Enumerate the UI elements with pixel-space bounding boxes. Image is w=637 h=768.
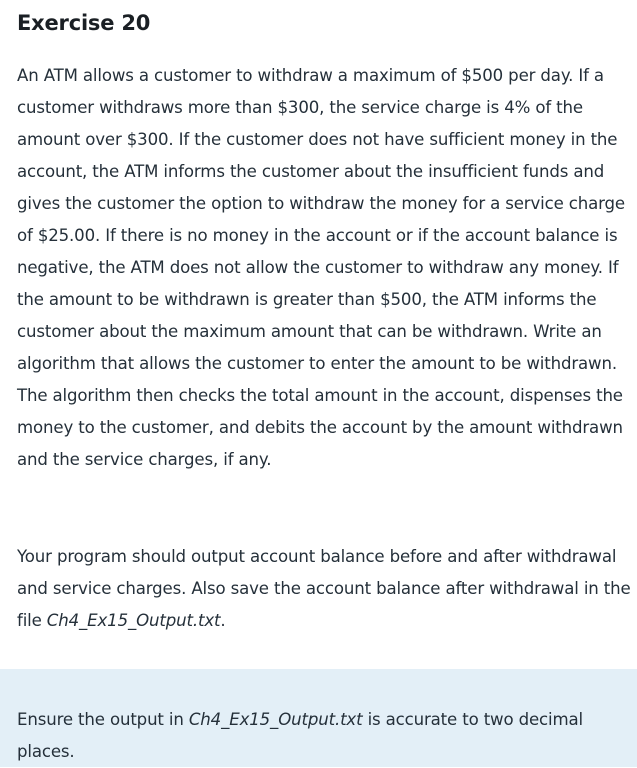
problem-statement-paragraph: An ATM allows a customer to withdraw a maximum of $500 per day. If a customer withdraws more than $300, the service charge is 4% of the amount over $300. If the customer does not have sufficient money in the account, the ATM informs the customer about the insufficient funds and gives the customer the option to withdraw the money for a service charge of $25.00. If there is no money in the account or if the account balance is negative, the ATM does not allow the customer to withdraw any money. If the amount to be withdrawn is greater than $500, the ATM informs the customer about the maximum amount that can be withdrawn. Write an algorithm that allows the customer to enter the amount to be withdrawn. The algorithm then checks the total amount in the account, dispenses the money to the customer, and debits the account by the amount withdrawn and the service charges, if any. [17, 66, 625, 469]
note-text-after: is accurate to two decimal places. [17, 710, 583, 761]
output-requirements-end: . [220, 611, 226, 630]
note-callout-text [17, 704, 617, 768]
note-callout [0, 669, 637, 767]
exercise-title: Exercise 20 [17, 11, 151, 35]
output-requirements-paragraph [17, 541, 633, 637]
note-filename: Ch4_Ex15_Output.txt [188, 710, 363, 729]
output-filename: Ch4_Ex15_Output.txt [46, 611, 221, 630]
note-text-before: Ensure the output in [17, 710, 189, 729]
output-requirements-text: Your program should output account balance before and after withdrawal and service charges. Also save the account balance after withdrawal in the file [17, 547, 631, 630]
